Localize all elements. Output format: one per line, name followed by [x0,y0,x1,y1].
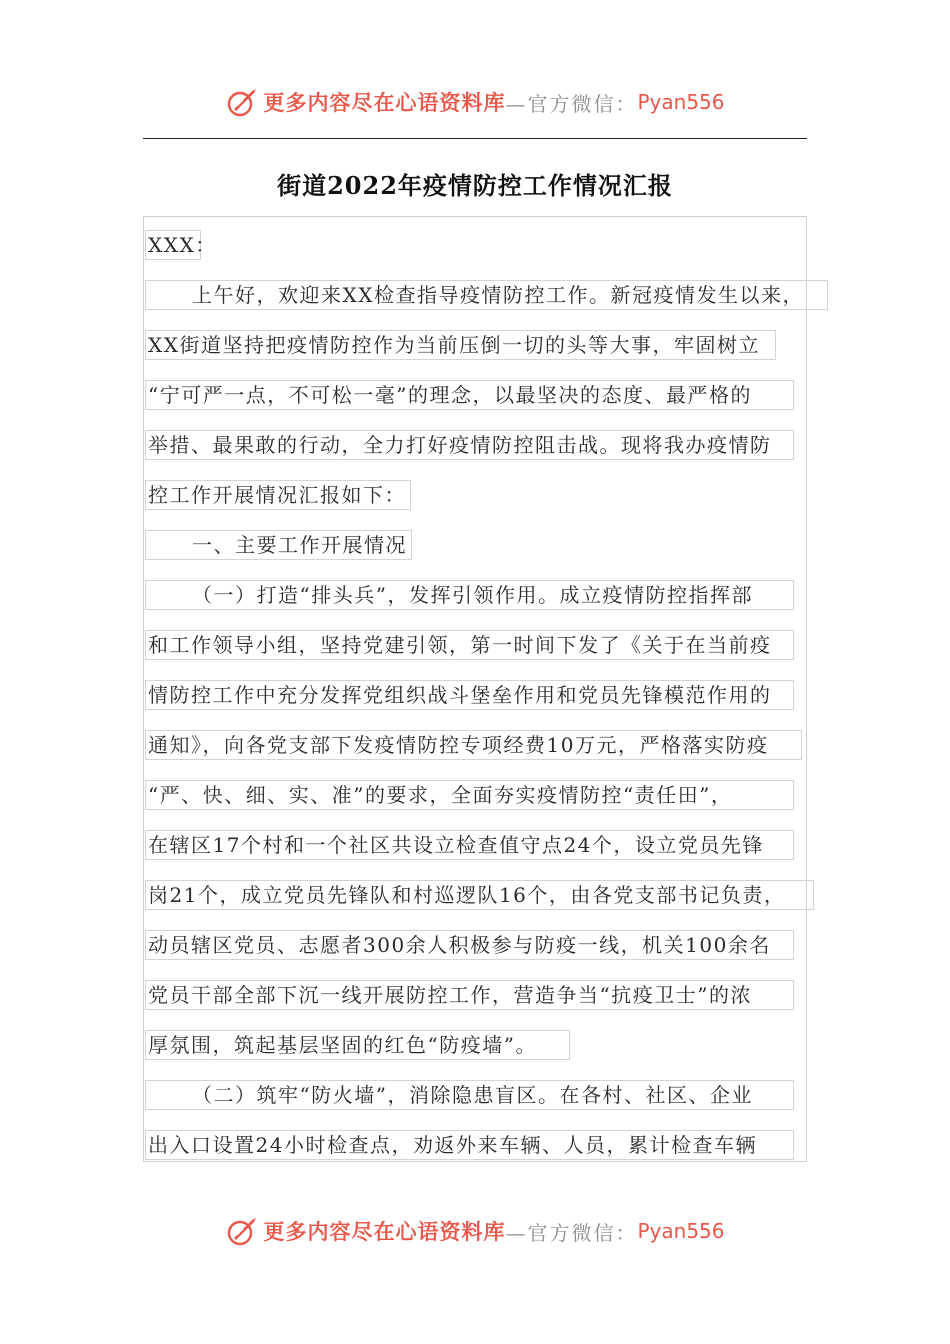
body-line: 在辖区17个村和一个社区共设立检查值守点24个，设立党员先锋 [145,830,794,860]
watermark-banner-bottom [0,1211,950,1251]
body-line: 岗21个，成立党员先锋队和村巡逻队16个，由各党支部书记负责， [145,880,814,910]
body-line: 和工作领导小组，坚持党建引领，第一时间下发了《关于在当前疫 [145,630,794,660]
body-line: XX街道坚持把疫情防控作为当前压倒一切的头等大事，牢固树立 [145,330,776,360]
body-line: 举措、最果敢的行动，全力打好疫情防控阻击战。现将我办疫情防 [145,430,794,460]
body-line: “宁可严一点，不可松一毫”的理念，以最坚决的态度、最严格的 [145,380,794,410]
section-heading: 一、主要工作开展情况 [145,530,412,560]
body-line: 动员辖区党员、志愿者300余人积极参与防疫一线，机关100余名 [145,930,794,960]
body-line: 出入口设置24小时检查点，劝返外来车辆、人员，累计检查车辆 [145,1130,794,1160]
body-line: 控工作开展情况汇报如下： [145,480,411,510]
subsection-heading-line: （二）筑牢“防火墙”，消除隐患盲区。在各村、社区、企业 [145,1080,794,1110]
body-line: “严、快、细、实、准”的要求，全面夯实疫情防控“责任田”， [145,780,794,810]
body-line: 情防控工作中充分发挥党组织战斗堡垒作用和党员先锋模范作用的 [145,680,794,710]
salutation-line: XXX： [145,230,201,260]
body-line: 上午好，欢迎来XX检查指导疫情防控工作。新冠疫情发生以来， [145,280,828,310]
quill-logo-icon [225,85,259,119]
watermark-main-text: 更多内容尽在心语资料库 [263,1219,506,1244]
watermark-sub-text: —官方微信： [505,1220,638,1245]
body-line: 通知》，向各党支部下发疫情防控专项经费10万元，严格落实防疫 [145,730,802,760]
body-line: 党员干部全部下沉一线开展防控工作，营造争当“抗疫卫士”的浓 [145,980,794,1010]
watermark-wechat-id: Pyan556 [637,90,725,114]
watermark-banner-top [0,82,950,122]
body-line: 厚氛围，筑起基层坚固的红色“防疫墙”。 [145,1030,570,1060]
header-rule [143,138,807,139]
document-title: 街道2022年疫情防控工作情况汇报 [277,171,673,200]
watermark-wechat-id: Pyan556 [637,1219,725,1243]
watermark-sub-text: —官方微信： [505,91,638,116]
subsection-heading-line: （一）打造“排头兵”，发挥引领作用。成立疫情防控指挥部 [145,580,794,610]
watermark-main-text: 更多内容尽在心语资料库 [263,90,506,115]
quill-logo-icon [225,1214,259,1248]
